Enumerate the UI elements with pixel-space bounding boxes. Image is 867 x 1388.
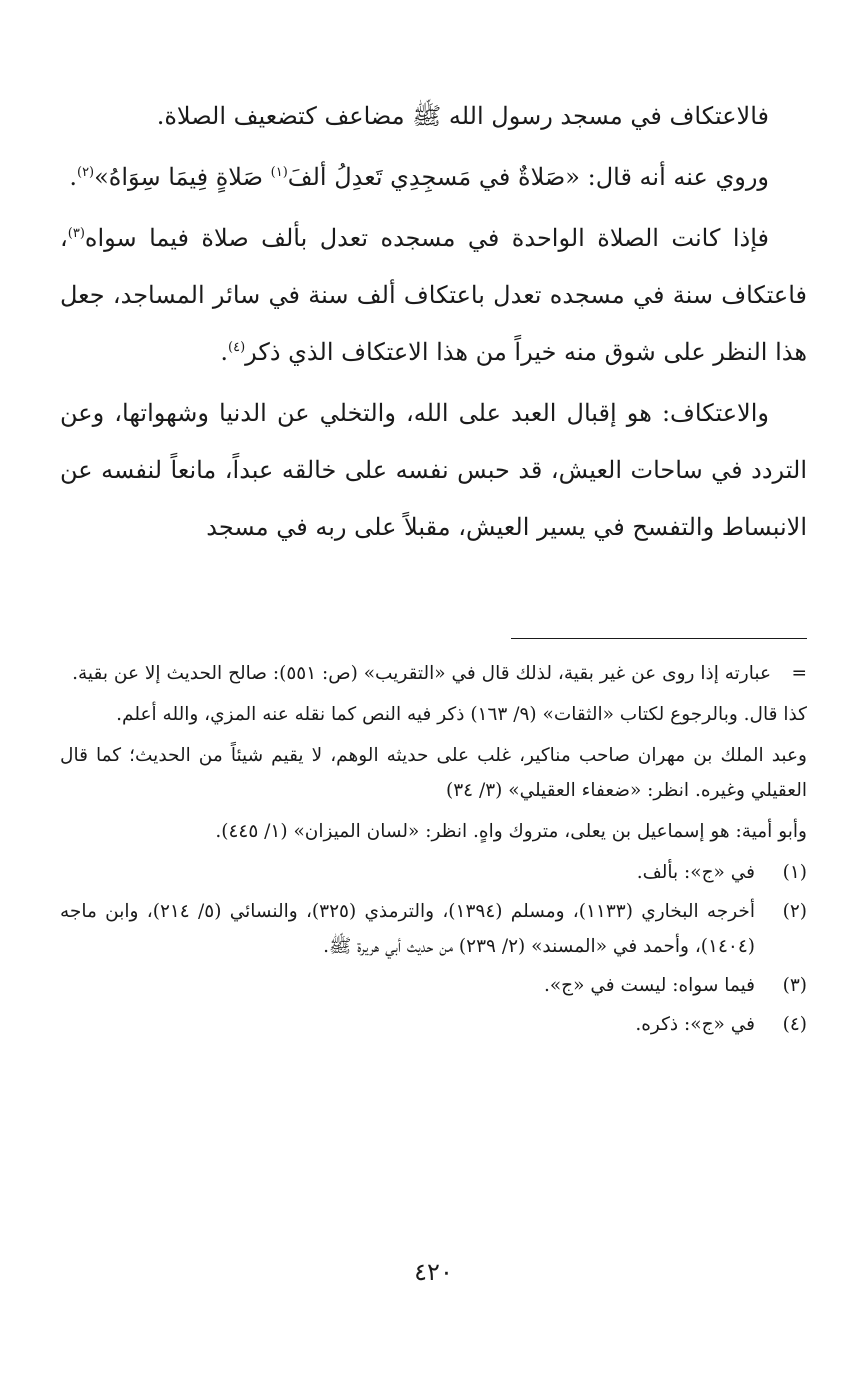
footnote-number-3: (٣) <box>782 975 807 996</box>
paragraph-4-text: والاعتكاف: هو إقبال العبد على الله، والتخلي عن الدنيا وشهواتها، وعن التردد في ساحات العيش، قد حبس نفسه على خالقه عبداً، مانعاً لنفسه عن الانبساط والتفسح في يسير العيش، مقبلاً على ربه في مسجد <box>60 399 807 541</box>
footnote-ref-2: (٢) <box>76 165 95 180</box>
paragraph-2 <box>60 149 807 206</box>
footnote-text-2: أخرجه البخاري (١١٣٣)، ومسلم (١٣٩٤)، والترمذي (٣٢٥)، والنسائي (٥/ ٢١٤)، وابن ماجه (١٤٠٤)، وأحمد في «المسند» (٢/ ٢٣٩) من حديث أبي هريرة ﷺ. <box>60 901 755 957</box>
footnote-item-3 <box>60 968 807 1003</box>
footnote-note-a: كذا قال. وبالرجوع لكتاب «الثقات» (٩/ ١٦٣) ذكر فيه النص كما نقله عنه المزي، والله أعلم. <box>116 704 807 725</box>
footnote-text-1: في «ج»: بألف. <box>636 862 755 883</box>
continuation-mark: = <box>791 663 807 684</box>
paragraph-4 <box>60 385 807 556</box>
footnote-text-4: في «ج»: ذكره. <box>635 1014 755 1035</box>
paragraph-3-part-2: ، فاعتكاف سنة في مسجده تعدل باعتكاف ألف سنة في سائر المساجد، جعل هذا النظر على شوق منه خيراً من هذا الاعتكاف الذي ذكر <box>60 224 807 366</box>
footnote-note-c: وأبو أمية: هو إسماعيل بن يعلى، متروك واهٍ. انظر: «لسان الميزان» (١/ ٤٤٥). <box>215 821 807 842</box>
paragraph-1-text: فالاعتكاف في مسجد رسول الله ﷺ مضاعف كتضعيف الصلاة. <box>156 102 769 130</box>
footnote-number-4: (٤) <box>782 1014 807 1035</box>
footnote-item-1 <box>60 855 807 890</box>
footnote-item-2 <box>60 894 807 964</box>
paragraph-2-part-3: . <box>69 163 77 191</box>
continuation-text: عبارته إذا روى عن غير بقية، لذلك قال في «التقريب» (ص: ٥٥١): صالح الحديث إلا عن بقية. <box>72 663 771 684</box>
footnote-text-3: فيما سواه: ليست في «ج». <box>543 975 755 996</box>
paragraph-3 <box>60 210 807 381</box>
footnotes <box>60 656 807 1046</box>
paragraph-3-part-3: . <box>220 338 229 366</box>
paragraph-2-part-2: صَلاةٍ فِيمَا سِوَاهُ» <box>94 163 271 191</box>
footnote-item-4 <box>60 1007 807 1042</box>
book-page <box>60 0 807 1388</box>
paragraph-3-part-1: فإذا كانت الصلاة الواحدة في مسجده تعدل بألف صلاة فيما سواه <box>84 224 769 252</box>
paragraph-1 <box>60 88 807 145</box>
footnote-ref-4: (٤) <box>228 340 246 355</box>
footnote-note-b: وعبد الملك بن مهران صاحب مناكير، غلب على حديثه الوهم، لا يقيم شيئاً من الحديث؛ كما قال العقيلي وغيره. انظر: «ضعفاء العقيلي» (٣/ ٣٤) <box>60 745 807 801</box>
main-text <box>60 88 807 556</box>
footnote-ref-1: (١) <box>270 165 288 180</box>
footnote-ref-3: (٣) <box>67 226 85 241</box>
footnote-number-1: (١) <box>782 862 807 883</box>
page-number: ٤٢٠ <box>414 1258 453 1286</box>
footnote-continuation <box>60 656 807 691</box>
footnote-number-2: (٢) <box>782 901 807 922</box>
paragraph-2-part-1: وروي عنه أنه قال: «صَلاةٌ في مَسجِدِي تَعدِلُ ألفَ <box>287 163 769 191</box>
footnote-separator <box>511 638 807 639</box>
